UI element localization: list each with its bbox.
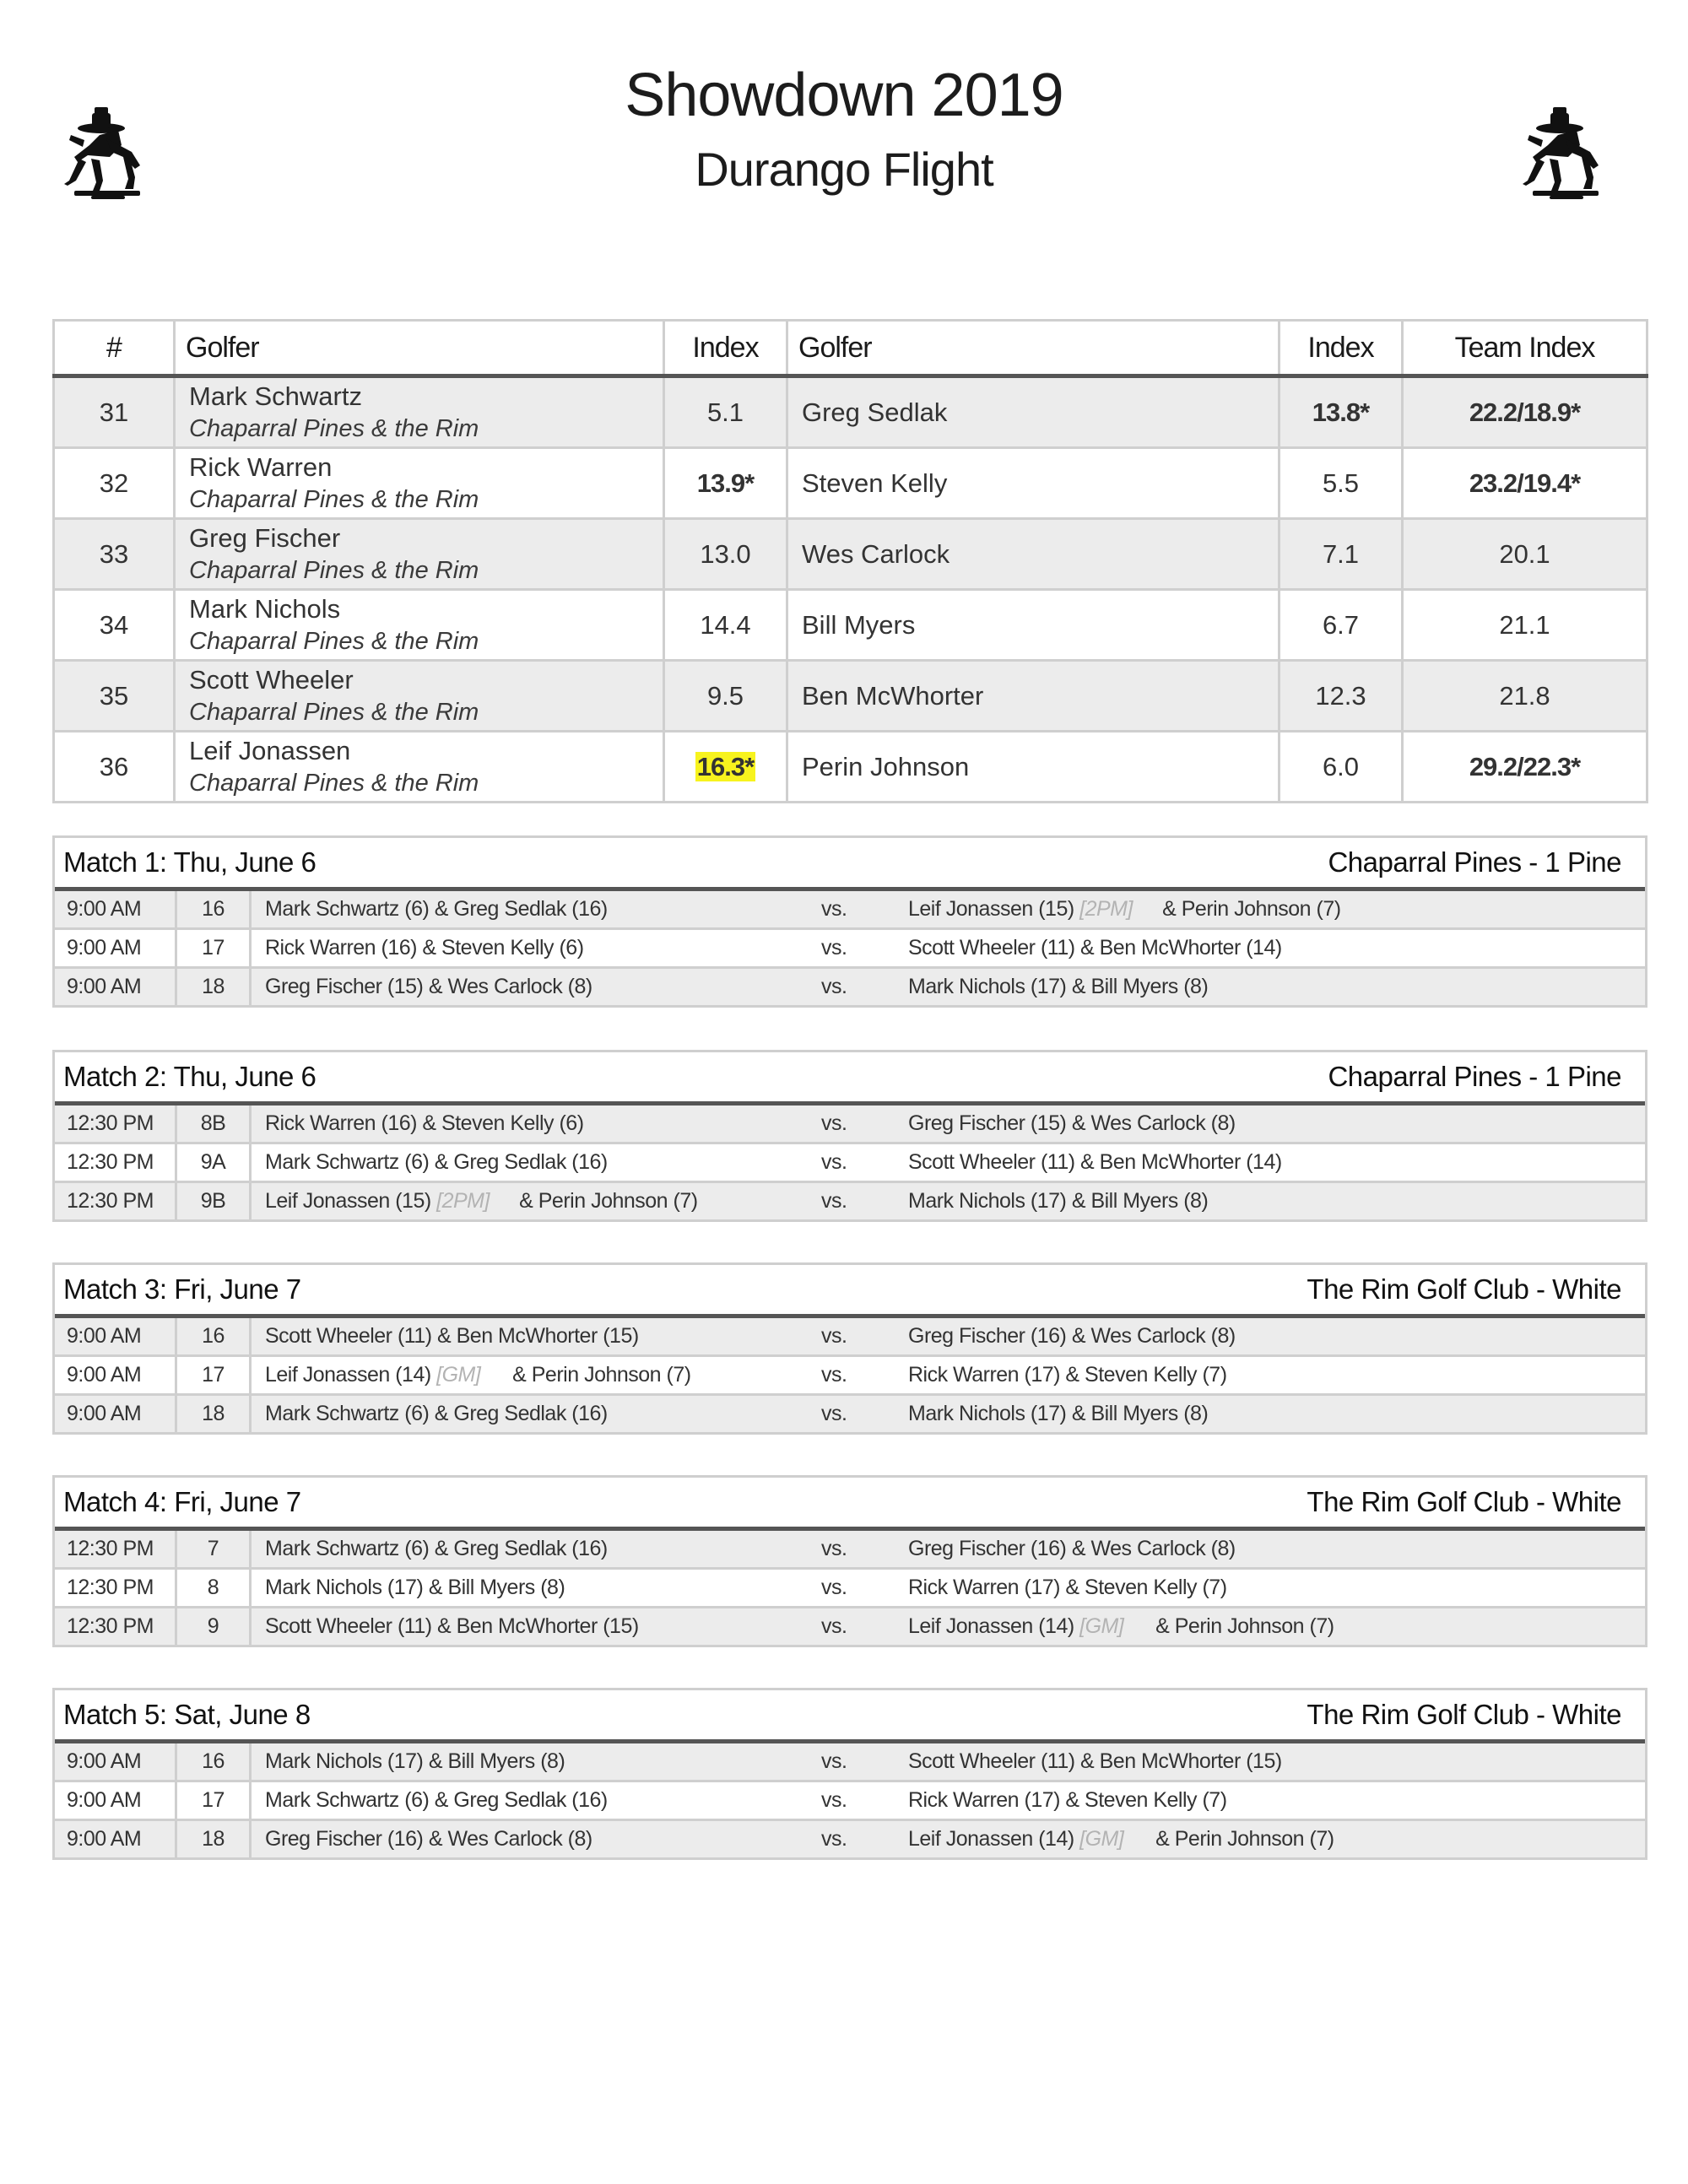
golfer-2-index: 6.7	[1280, 590, 1403, 661]
golfer-1-cell	[175, 732, 664, 803]
roster-row	[54, 590, 1647, 661]
team-roster-table	[52, 319, 1648, 803]
team-b-player-2: & Perin Johnson (7)	[1162, 897, 1341, 921]
team-index: 23.2/19.4*	[1403, 448, 1647, 519]
start-hole: 16	[177, 891, 252, 927]
header-index-2: Index	[1280, 321, 1403, 376]
team-b-player-1: Leif Jonassen (14)	[908, 1827, 1074, 1851]
start-hole: 18	[177, 1396, 252, 1432]
availability-note: [2PM]	[1079, 897, 1133, 921]
team-b: Rick Warren (17) & Steven Kelly (7)	[908, 1576, 1227, 1599]
tee-time: 9:00 AM	[55, 1396, 177, 1432]
team-a-player-2: & Perin Johnson (7)	[519, 1189, 698, 1213]
team-b: Mark Nichols (17) & Bill Myers (8)	[908, 1402, 1209, 1425]
team-a: Greg Fischer (16) & Wes Carlock (8)	[265, 1827, 592, 1851]
start-hole: 8	[177, 1570, 252, 1606]
match-title: Match 1: Thu, June 6	[63, 846, 316, 878]
availability-note: [2PM]	[436, 1189, 490, 1213]
pairing-row	[55, 1106, 1645, 1144]
team-b-player-1: Leif Jonassen (14)	[908, 1614, 1074, 1638]
start-hole: 7	[177, 1531, 252, 1567]
availability-note: [GM]	[1079, 1614, 1124, 1638]
team-a-player-1: Leif Jonassen (14)	[265, 1363, 431, 1387]
golfer-2-index: 12.3	[1280, 661, 1403, 732]
pairing-row	[55, 1183, 1645, 1219]
start-hole: 16	[177, 1318, 252, 1354]
golfer-2-index: 13.8*	[1280, 376, 1403, 448]
header-team-index: Team Index	[1403, 321, 1647, 376]
pairing-row	[55, 1318, 1645, 1357]
golfer-1-name: Greg Fischer	[189, 522, 341, 553]
golfer-2-name: Wes Carlock	[787, 519, 1280, 590]
pairing-row	[55, 1531, 1645, 1570]
start-hole: 18	[177, 1821, 252, 1857]
golfer-1-index: 5.1	[664, 376, 787, 448]
golfer-1-index: 14.4	[664, 590, 787, 661]
team-a: Rick Warren (16) & Steven Kelly (6)	[265, 1111, 584, 1135]
golfer-2-index: 6.0	[1280, 732, 1403, 803]
match-header	[55, 1265, 1645, 1318]
team-a: Mark Nichols (17) & Bill Myers (8)	[265, 1576, 565, 1599]
team-number: 31	[54, 376, 175, 448]
tee-time: 9:00 AM	[55, 930, 177, 966]
team-index: 29.2/22.3*	[1403, 732, 1647, 803]
start-hole: 18	[177, 969, 252, 1005]
match-4-panel	[52, 1475, 1647, 1647]
golfer-2-name: Bill Myers	[787, 590, 1280, 661]
match-header	[55, 1052, 1645, 1106]
match-course: The Rim Golf Club - White	[1307, 1273, 1621, 1305]
tee-time: 9:00 AM	[55, 1782, 177, 1819]
golfer-2-name: Steven Kelly	[787, 448, 1280, 519]
versus-label: vs.	[821, 936, 847, 960]
start-hole: 8B	[177, 1106, 252, 1142]
team-a	[252, 1363, 821, 1387]
match-5-panel	[52, 1688, 1647, 1860]
team-b: Mark Nichols (17) & Bill Myers (8)	[908, 975, 1209, 998]
versus-label: vs.	[821, 1363, 847, 1387]
team-b	[908, 897, 1645, 922]
roster-row	[54, 376, 1647, 448]
tee-time: 12:30 PM	[55, 1144, 177, 1181]
team-a: Mark Schwartz (6) & Greg Sedlak (16)	[265, 1402, 608, 1425]
golfer-1-club: Chaparral Pines & the Rim	[189, 485, 479, 513]
page-subtitle: Durango Flight	[695, 143, 993, 196]
team-a: Mark Schwartz (6) & Greg Sedlak (16)	[265, 1150, 608, 1174]
golfer-1-cell	[175, 376, 664, 448]
match-header	[55, 1690, 1645, 1743]
tee-time: 12:30 PM	[55, 1106, 177, 1142]
availability-note: [GM]	[436, 1363, 481, 1387]
team-b: Greg Fischer (16) & Wes Carlock (8)	[908, 1324, 1236, 1348]
pairing-row	[55, 1144, 1645, 1183]
highlighted-index: 16.3*	[696, 751, 755, 781]
match-course: Chaparral Pines - 1 Pine	[1328, 846, 1621, 878]
golfer-1-cell	[175, 590, 664, 661]
team-number: 36	[54, 732, 175, 803]
team-b-player-1: Leif Jonassen (15)	[908, 897, 1074, 921]
pairing-row	[55, 1357, 1645, 1396]
versus-label: vs.	[821, 1402, 847, 1425]
golfer-2-name: Greg Sedlak	[787, 376, 1280, 448]
match-header	[55, 1478, 1645, 1531]
team-index: 22.2/18.9*	[1403, 376, 1647, 448]
versus-label: vs.	[821, 975, 847, 998]
team-a: Scott Wheeler (11) & Ben McWhorter (15)	[265, 1324, 639, 1348]
team-b: Scott Wheeler (11) & Ben McWhorter (14)	[908, 936, 1282, 960]
pairing-row	[55, 1821, 1645, 1857]
golfer-1-club: Chaparral Pines & the Rim	[189, 769, 479, 797]
team-b: Greg Fischer (16) & Wes Carlock (8)	[908, 1537, 1236, 1560]
header-number: #	[54, 321, 175, 376]
match-2-panel	[52, 1050, 1647, 1222]
versus-label: vs.	[821, 1749, 847, 1773]
team-a: Mark Schwartz (6) & Greg Sedlak (16)	[265, 1537, 608, 1560]
match-course: Chaparral Pines - 1 Pine	[1328, 1061, 1621, 1092]
golfer-1-cell	[175, 519, 664, 590]
pairing-row	[55, 1782, 1645, 1821]
pairing-row	[55, 1570, 1645, 1608]
team-number: 35	[54, 661, 175, 732]
team-b	[908, 1614, 1645, 1639]
versus-label: vs.	[821, 1537, 847, 1560]
golfer-1-index: 13.9*	[664, 448, 787, 519]
pairing-row	[55, 930, 1645, 969]
versus-label: vs.	[821, 1827, 847, 1851]
team-number: 34	[54, 590, 175, 661]
team-b-player-2: & Perin Johnson (7)	[1155, 1827, 1334, 1851]
start-hole: 17	[177, 930, 252, 966]
team-b: Scott Wheeler (11) & Ben McWhorter (14)	[908, 1150, 1282, 1174]
match-3-panel	[52, 1262, 1647, 1435]
team-b: Scott Wheeler (11) & Ben McWhorter (15)	[908, 1749, 1282, 1773]
versus-label: vs.	[821, 1788, 847, 1812]
team-a: Scott Wheeler (11) & Ben McWhorter (15)	[265, 1614, 639, 1638]
pairing-row	[55, 1396, 1645, 1432]
versus-label: vs.	[821, 1189, 847, 1213]
team-a: Mark Schwartz (6) & Greg Sedlak (16)	[265, 897, 608, 921]
team-b-player-2: & Perin Johnson (7)	[1155, 1614, 1334, 1638]
golfer-1-name: Leif Jonassen	[189, 735, 351, 765]
team-b: Greg Fischer (15) & Wes Carlock (8)	[908, 1111, 1236, 1135]
golfer-1-club: Chaparral Pines & the Rim	[189, 556, 479, 584]
start-hole: 17	[177, 1357, 252, 1393]
golfer-1-name: Rick Warren	[189, 451, 333, 482]
header-golfer-2: Golfer	[787, 321, 1280, 376]
golfer-1-cell	[175, 448, 664, 519]
tee-time: 9:00 AM	[55, 1357, 177, 1393]
golfer-1-club: Chaparral Pines & the Rim	[189, 414, 479, 442]
team-a-player-1: Leif Jonassen (15)	[265, 1189, 431, 1213]
golfer-1-name: Mark Nichols	[189, 593, 341, 624]
team-number: 33	[54, 519, 175, 590]
pairing-row	[55, 1743, 1645, 1782]
page-title: Showdown 2019	[625, 62, 1063, 129]
start-hole: 9A	[177, 1144, 252, 1181]
pairing-row	[55, 969, 1645, 1005]
roster-header-row	[54, 321, 1647, 376]
match-1-panel	[52, 835, 1647, 1008]
availability-note: [GM]	[1079, 1827, 1124, 1851]
start-hole: 17	[177, 1782, 252, 1819]
team-index: 21.1	[1403, 590, 1647, 661]
team-a: Rick Warren (16) & Steven Kelly (6)	[265, 936, 584, 960]
match-header	[55, 838, 1645, 891]
golfer-1-name: Scott Wheeler	[189, 664, 354, 695]
team-b	[908, 1827, 1645, 1852]
team-index: 21.8	[1403, 661, 1647, 732]
team-a-player-2: & Perin Johnson (7)	[512, 1363, 691, 1387]
golfer-1-club: Chaparral Pines & the Rim	[189, 698, 479, 726]
golfer-1-cell	[175, 661, 664, 732]
golfer-1-index: 9.5	[664, 661, 787, 732]
golfer-1-name: Mark Schwartz	[189, 381, 362, 411]
tee-time: 9:00 AM	[55, 891, 177, 927]
tee-time: 9:00 AM	[55, 1821, 177, 1857]
team-number: 32	[54, 448, 175, 519]
start-hole: 16	[177, 1743, 252, 1780]
golfer-1-index: 13.0	[664, 519, 787, 590]
team-a: Greg Fischer (15) & Wes Carlock (8)	[265, 975, 592, 998]
golfer-2-name: Perin Johnson	[787, 732, 1280, 803]
start-hole: 9B	[177, 1183, 252, 1219]
golfer-2-index: 5.5	[1280, 448, 1403, 519]
match-course: The Rim Golf Club - White	[1307, 1486, 1621, 1517]
tee-time: 12:30 PM	[55, 1183, 177, 1219]
tee-time: 9:00 AM	[55, 1743, 177, 1780]
team-a: Mark Nichols (17) & Bill Myers (8)	[265, 1749, 565, 1773]
versus-label: vs.	[821, 897, 847, 921]
match-title: Match 3: Fri, June 7	[63, 1273, 301, 1305]
tee-time: 12:30 PM	[55, 1531, 177, 1567]
start-hole: 9	[177, 1608, 252, 1645]
team-b: Mark Nichols (17) & Bill Myers (8)	[908, 1189, 1209, 1213]
team-b: Rick Warren (17) & Steven Kelly (7)	[908, 1788, 1227, 1812]
tee-time: 12:30 PM	[55, 1570, 177, 1606]
golfer-1-club: Chaparral Pines & the Rim	[189, 627, 479, 655]
versus-label: vs.	[821, 1324, 847, 1348]
roster-row	[54, 519, 1647, 590]
tee-time: 9:00 AM	[55, 969, 177, 1005]
versus-label: vs.	[821, 1150, 847, 1174]
match-course: The Rim Golf Club - White	[1307, 1699, 1621, 1730]
team-index: 20.1	[1403, 519, 1647, 590]
roster-row	[54, 448, 1647, 519]
team-a: Mark Schwartz (6) & Greg Sedlak (16)	[265, 1788, 608, 1812]
roster-row	[54, 732, 1647, 803]
match-title: Match 4: Fri, June 7	[63, 1486, 301, 1517]
golfer-1-index-cell	[664, 732, 787, 803]
match-title: Match 5: Sat, June 8	[63, 1699, 311, 1730]
roster-row	[54, 661, 1647, 732]
match-title: Match 2: Thu, June 6	[63, 1061, 316, 1092]
header-golfer-1: Golfer	[175, 321, 664, 376]
pairing-row	[55, 891, 1645, 930]
tee-time: 9:00 AM	[55, 1318, 177, 1354]
versus-label: vs.	[821, 1576, 847, 1599]
team-b: Rick Warren (17) & Steven Kelly (7)	[908, 1363, 1227, 1387]
team-a	[252, 1189, 821, 1214]
header-index-1: Index	[664, 321, 787, 376]
golfer-2-name: Ben McWhorter	[787, 661, 1280, 732]
versus-label: vs.	[821, 1111, 847, 1135]
versus-label: vs.	[821, 1614, 847, 1638]
golfer-2-index: 7.1	[1280, 519, 1403, 590]
pairing-row	[55, 1608, 1645, 1645]
tee-time: 12:30 PM	[55, 1608, 177, 1645]
